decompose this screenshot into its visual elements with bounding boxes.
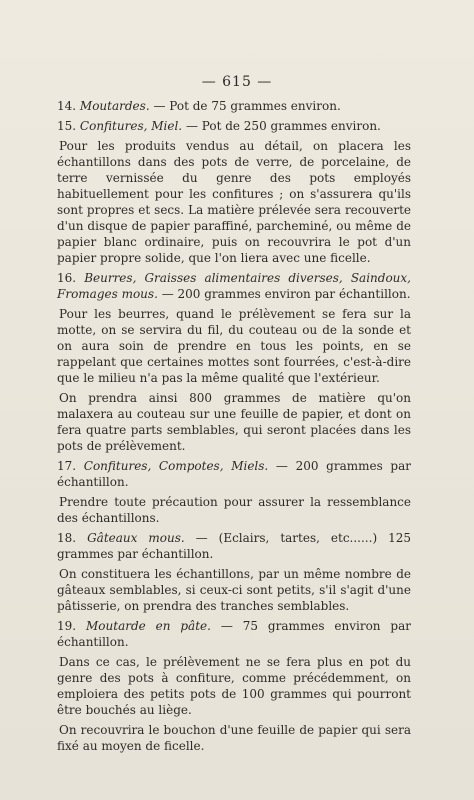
entry-number: 16.	[57, 271, 77, 285]
entry-title: Gâteaux mous.	[87, 531, 185, 545]
paragraph-15: Pour les produits vendus au détail, on placera les échantillons dans des pots de verre, de porcelaine, de terre vernissée du genre des pots employés habituellement pour les confitures ; on s'assurera qu'ils sont propres et secs. La matière prélevée sera recouverte d'un disque de papier paraffiné, parcheminé, ou même de papier blanc ordinaire, puis on recouvrira le pot d'un papier propre solide, que l'on liera avec une ficelle.	[57, 139, 411, 265]
entry-text: — 200 grammes environ par échantillon.	[157, 287, 411, 301]
entry-number: 18.	[57, 531, 77, 545]
paragraph-18: On constituera les échantillons, par un même nombre de gâteaux semblables, si ceux-ci sont petits, s'il s'agit d'une pâtisserie, on prendra des tranches semblables.	[57, 567, 411, 613]
entry-text: — (Eclairs, tartes, etc......) 125 grammes par échantillon.	[57, 531, 412, 561]
entry-title: Confitures, Miel.	[79, 119, 183, 133]
paragraph-19b: On recouvrira le bouchon d'une feuille de papier qui sera fixé au moyen de ficelle.	[57, 723, 411, 753]
page-body	[57, 98, 411, 758]
entry-title: Moutardes.	[79, 99, 150, 113]
entry-19	[57, 618, 411, 650]
entry-number: 14.	[57, 99, 77, 113]
entry-17	[57, 458, 411, 490]
entry-number: 19.	[57, 619, 77, 633]
paragraph-16b: On prendra ainsi 800 grammes de matière qu'on malaxera au couteau sur une feuille de papier, et dont on fera quatre parts semblables, qui seront placées dans les pots de prélèvement.	[57, 391, 411, 453]
entry-text: — Pot de 250 grammes environ.	[182, 119, 381, 133]
entry-title: Beurres, Graisses alimentaires diverses, Saindoux, Fromages mous.	[57, 271, 411, 301]
entry-18	[57, 530, 411, 562]
entry-16	[57, 270, 411, 302]
entry-title: Confitures, Compotes, Miels.	[83, 459, 269, 473]
page-number: — 615 —	[201, 74, 273, 90]
entry-14	[57, 98, 411, 114]
entry-title: Moutarde en pâte.	[86, 619, 211, 633]
entry-text: — Pot de 75 grammes environ.	[149, 99, 341, 113]
entry-text: — 200 grammes par échantillon.	[57, 459, 411, 489]
paragraph-17: Prendre toute précaution pour assurer la ressemblance des échantillons.	[57, 495, 411, 525]
entry-number: 15.	[57, 119, 77, 133]
paragraph-16a: Pour les beurres, quand le prélèvement se fera sur la motte, on se servira du fil, du couteau ou de la sonde et on aura soin de prendre en tous les points, en se rappelant que certaines mottes sont fourrées, c'est-à-dire que le milieu n'a pas la même qualité que l'extérieur.	[57, 307, 411, 385]
paragraph-19a: Dans ce cas, le prélèvement ne se fera plus en pot du genre des pots à confiture, comme précédemment, on emploiera des petits pots de 100 grammes qui pourront être bouchés au liège.	[57, 655, 411, 717]
entry-text: — 75 grammes environ par échantillon.	[57, 619, 411, 649]
entry-number: 17.	[57, 459, 77, 473]
entry-15	[57, 118, 411, 134]
